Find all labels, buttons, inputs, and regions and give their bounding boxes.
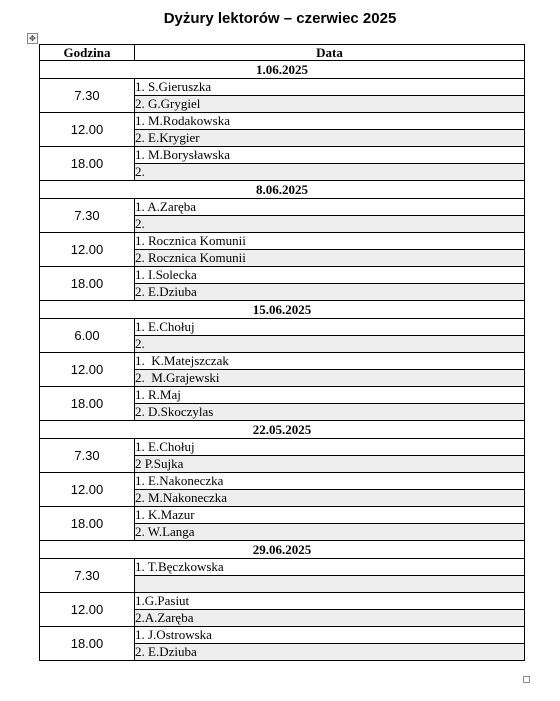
slot-row <box>40 473 525 490</box>
hour-cell: 18.00 <box>40 507 135 541</box>
slot-row <box>40 439 525 456</box>
reader-name-cell[interactable]: 1.G.Pasiut <box>135 593 525 610</box>
date-cell: 22.05.2025 <box>40 421 525 439</box>
slot-row <box>40 233 525 250</box>
reader-name-cell[interactable]: 1. I.Solecka <box>135 267 525 284</box>
date-row <box>40 421 525 439</box>
reader-name-cell[interactable]: 2. D.Skoczylas <box>135 404 525 421</box>
reader-name-cell[interactable]: 2. Rocznica Komunii <box>135 250 525 267</box>
reader-name-cell[interactable]: 1. E.Chołuj <box>135 439 525 456</box>
header-row <box>40 45 525 61</box>
hour-cell: 12.00 <box>40 113 135 147</box>
hour-cell: 18.00 <box>40 627 135 661</box>
reader-name-cell[interactable]: 1. R.Maj <box>135 387 525 404</box>
column-header-date: Data <box>135 45 525 61</box>
hour-cell: 12.00 <box>40 233 135 267</box>
slot-row <box>40 627 525 644</box>
slot-row <box>40 319 525 336</box>
duty-schedule-table <box>39 44 525 661</box>
hour-cell: 18.00 <box>40 267 135 301</box>
reader-name-cell[interactable]: 2. M.Nakoneczka <box>135 490 525 507</box>
hour-cell: 18.00 <box>40 387 135 421</box>
hour-cell: 12.00 <box>40 353 135 387</box>
table-resize-handle[interactable] <box>523 676 530 683</box>
slot-row <box>40 593 525 610</box>
slot-row <box>40 147 525 164</box>
reader-name-cell[interactable]: 1. E.Chołuj <box>135 319 525 336</box>
reader-name-cell[interactable]: 1. S.Gieruszka <box>135 79 525 96</box>
document-title: Dyżury lektorów – czerwiec 2025 <box>163 10 397 27</box>
hour-cell: 7.30 <box>40 79 135 113</box>
reader-name-cell[interactable]: 2. E.Dziuba <box>135 284 525 301</box>
hour-cell: 12.00 <box>40 593 135 627</box>
reader-name-cell[interactable] <box>135 576 525 593</box>
table-move-handle-icon[interactable]: ✥ <box>27 33 38 44</box>
slot-row <box>40 199 525 216</box>
reader-name-cell[interactable]: 1. K.Matejszczak <box>135 353 525 370</box>
reader-name-cell[interactable]: 2.A.Zaręba <box>135 610 525 627</box>
hour-cell: 7.30 <box>40 559 135 593</box>
schedule-body <box>40 61 525 661</box>
reader-name-cell[interactable]: 1. J.Ostrowska <box>135 627 525 644</box>
reader-name-cell[interactable]: 1. Rocznica Komunii <box>135 233 525 250</box>
reader-name-cell[interactable]: 1. T.Bęczkowska <box>135 559 525 576</box>
reader-name-cell[interactable]: 1. K.Mazur <box>135 507 525 524</box>
column-header-hour: Godzina <box>40 45 135 61</box>
date-row <box>40 61 525 79</box>
slot-row <box>40 559 525 576</box>
date-row <box>40 301 525 319</box>
reader-name-cell[interactable]: 2 P.Sujka <box>135 456 525 473</box>
reader-name-cell[interactable]: 2. E.Dziuba <box>135 644 525 661</box>
reader-name-cell[interactable]: 2. E.Krygier <box>135 130 525 147</box>
date-cell: 8.06.2025 <box>40 181 525 199</box>
slot-row <box>40 79 525 96</box>
date-cell: 15.06.2025 <box>40 301 525 319</box>
slot-row <box>40 507 525 524</box>
reader-name-cell[interactable]: 2. <box>135 336 525 353</box>
hour-cell: 12.00 <box>40 473 135 507</box>
slot-row <box>40 267 525 284</box>
hour-cell: 7.30 <box>40 439 135 473</box>
reader-name-cell[interactable]: 1. A.Zaręba <box>135 199 525 216</box>
hour-cell: 18.00 <box>40 147 135 181</box>
reader-name-cell[interactable]: 1. M.Borysławska <box>135 147 525 164</box>
hour-cell: 6.00 <box>40 319 135 353</box>
slot-row <box>40 353 525 370</box>
reader-name-cell[interactable]: 2. M.Grajewski <box>135 370 525 387</box>
date-cell: 29.06.2025 <box>40 541 525 559</box>
reader-name-cell[interactable]: 1. E.Nakoneczka <box>135 473 525 490</box>
date-cell: 1.06.2025 <box>40 61 525 79</box>
hour-cell: 7.30 <box>40 199 135 233</box>
reader-name-cell[interactable]: 2. <box>135 216 525 233</box>
slot-row <box>40 387 525 404</box>
reader-name-cell[interactable]: 2. G.Grygiel <box>135 96 525 113</box>
slot-row <box>40 113 525 130</box>
date-row <box>40 541 525 559</box>
reader-name-cell[interactable]: 1. M.Rodakowska <box>135 113 525 130</box>
reader-name-cell[interactable]: 2. <box>135 164 525 181</box>
date-row <box>40 181 525 199</box>
reader-name-cell[interactable]: 2. W.Langa <box>135 524 525 541</box>
